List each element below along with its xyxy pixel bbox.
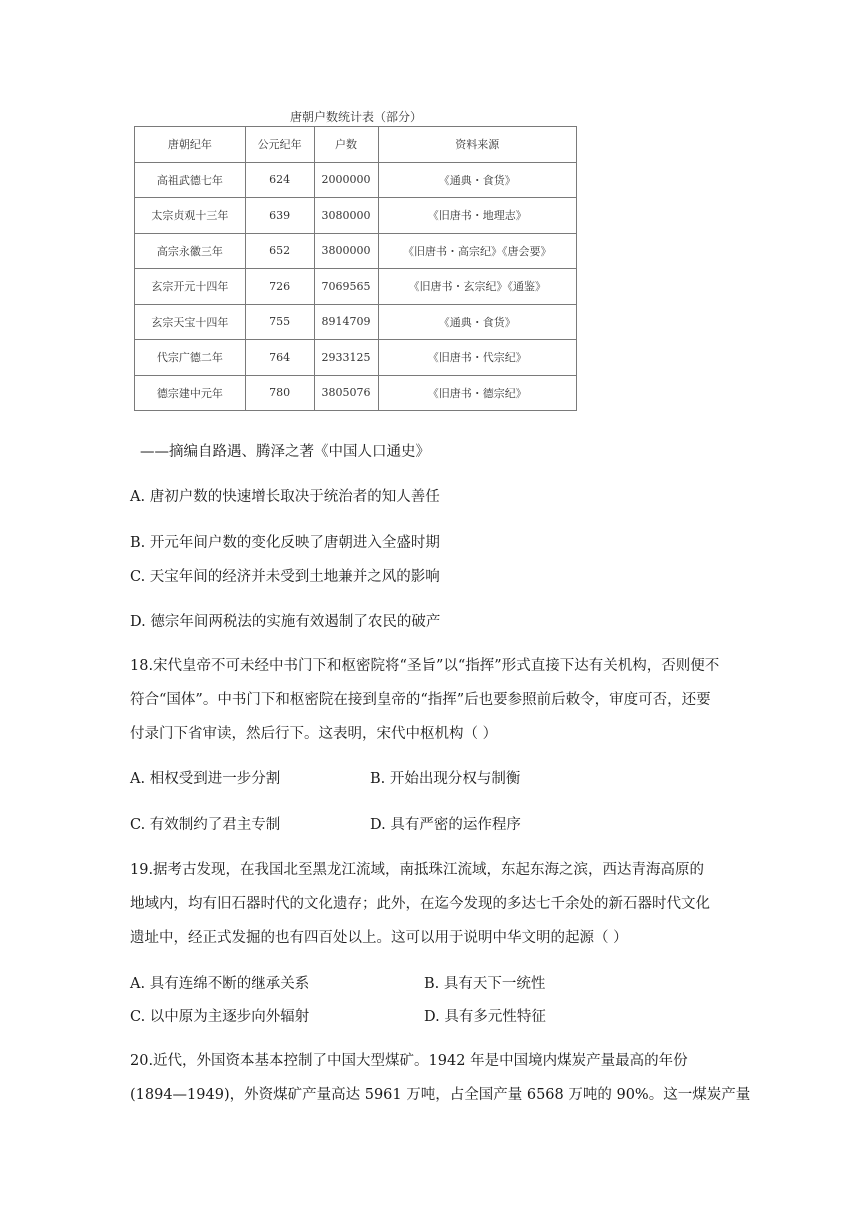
table-cell: 高祖武德七年 [135, 162, 246, 198]
q17-option-b: B. 开元年间户数的变化反映了唐朝进入全盛时期 [130, 535, 440, 551]
q20-stem-line: 20.近代，外国资本基本控制了中国大型煤矿。1942 年是中国境内煤炭产量最高的年份 [130, 1053, 688, 1069]
q19-option-d: D. 具有多元性特征 [424, 1009, 546, 1025]
table-cell: 高宗永徽三年 [135, 233, 246, 269]
q19-option-c: C. 以中原为主逐步向外辐射 [130, 1009, 310, 1025]
q19-option-a: A. 具有连绵不断的继承关系 [130, 976, 310, 992]
table-cell: 《旧唐书・高宗纪》《唐会要》 [378, 233, 576, 269]
table-cell: 3080000 [314, 198, 378, 234]
table-cell: 2000000 [314, 162, 378, 198]
table-row [135, 304, 577, 340]
column-header: 公元纪年 [245, 127, 314, 163]
q19-stem-line: 遗址中，经正式发掘的也有四百处以上。这可以用于说明中华文明的起源（ ） [130, 930, 628, 946]
table-cell: 7069565 [314, 269, 378, 305]
q18-option-b: B. 开始出现分权与制衡 [370, 771, 521, 787]
table-header-row [135, 127, 577, 163]
q20-stem-line: (1894—1949)，外资煤矿产量高达 5961 万吨，占全国产量 6568 万吨的 90%。这一煤炭产量 [130, 1087, 751, 1103]
table-cell: 639 [245, 198, 314, 234]
column-header: 户数 [314, 127, 378, 163]
table-cell: 《通典・食货》 [378, 162, 576, 198]
table-cell: 玄宗天宝十四年 [135, 304, 246, 340]
table-row [135, 340, 577, 376]
table-cell: 764 [245, 340, 314, 376]
column-header: 资料来源 [378, 127, 576, 163]
q18-stem-line: 18.宋代皇帝不可未经中书门下和枢密院将“圣旨”以“指挥”形式直接下达有关机构，否则便不 [130, 658, 720, 674]
table-cell: 652 [245, 233, 314, 269]
table-cell: 726 [245, 269, 314, 305]
table-cell: 780 [245, 375, 314, 411]
q19-stem-line: 19.据考古发现，在我国北至黑龙江流域，南抵珠江流域，东起东海之滨，西达青海高原的 [130, 862, 705, 878]
table-row [135, 198, 577, 234]
q19-stem-line: 地域内，均有旧石器时代的文化遗存；此外，在迄今发现的多达七千余处的新石器时代文化 [130, 896, 710, 912]
table-source: ——摘编自路遇、腾泽之著《中国人口通史》 [140, 444, 430, 460]
q19-option-b: B. 具有天下一统性 [424, 976, 546, 992]
table-cell: 755 [245, 304, 314, 340]
q17-option-a: A. 唐初户数的快速增长取决于统治者的知人善任 [130, 489, 440, 505]
table-cell: 《旧唐书・玄宗纪》《通鉴》 [378, 269, 576, 305]
q18-option-c: C. 有效制约了君主专制 [130, 817, 281, 833]
table-cell: 624 [245, 162, 314, 198]
table-cell: 3805076 [314, 375, 378, 411]
table-caption: 唐朝户数统计表（部分） [289, 110, 422, 124]
q18-option-d: D. 具有严密的运作程序 [370, 817, 521, 833]
q18-option-a: A. 相权受到进一步分割 [130, 771, 281, 787]
column-header: 唐朝纪年 [135, 127, 246, 163]
table-cell: 德宗建中元年 [135, 375, 246, 411]
table-cell: 8914709 [314, 304, 378, 340]
households-table [134, 126, 577, 411]
table-row [135, 233, 577, 269]
table-cell: 《旧唐书・代宗纪》 [378, 340, 576, 376]
table-cell: 《旧唐书・德宗纪》 [378, 375, 576, 411]
q17-option-c: C. 天宝年间的经济并未受到土地兼并之风的影响 [130, 569, 440, 585]
table-cell: 玄宗开元十四年 [135, 269, 246, 305]
table-cell: 代宗广德二年 [135, 340, 246, 376]
q18-stem-line: 符合“国体”。中书门下和枢密院在接到皇帝的“指挥”后也要参照前后敕令，审度可否，还要 [130, 692, 711, 708]
table-row [135, 375, 577, 411]
table-cell: 2933125 [314, 340, 378, 376]
table-cell: 3800000 [314, 233, 378, 269]
table-row [135, 269, 577, 305]
table-row [135, 162, 577, 198]
q17-option-d: D. 德宗年间两税法的实施有效遏制了农民的破产 [130, 614, 441, 630]
table-cell: 《通典・食货》 [378, 304, 576, 340]
table-cell: 太宗贞观十三年 [135, 198, 246, 234]
table-cell: 《旧唐书・地理志》 [378, 198, 576, 234]
q18-stem-line: 付录门下省审读，然后行下。这表明，宋代中枢机构（ ） [130, 726, 498, 742]
